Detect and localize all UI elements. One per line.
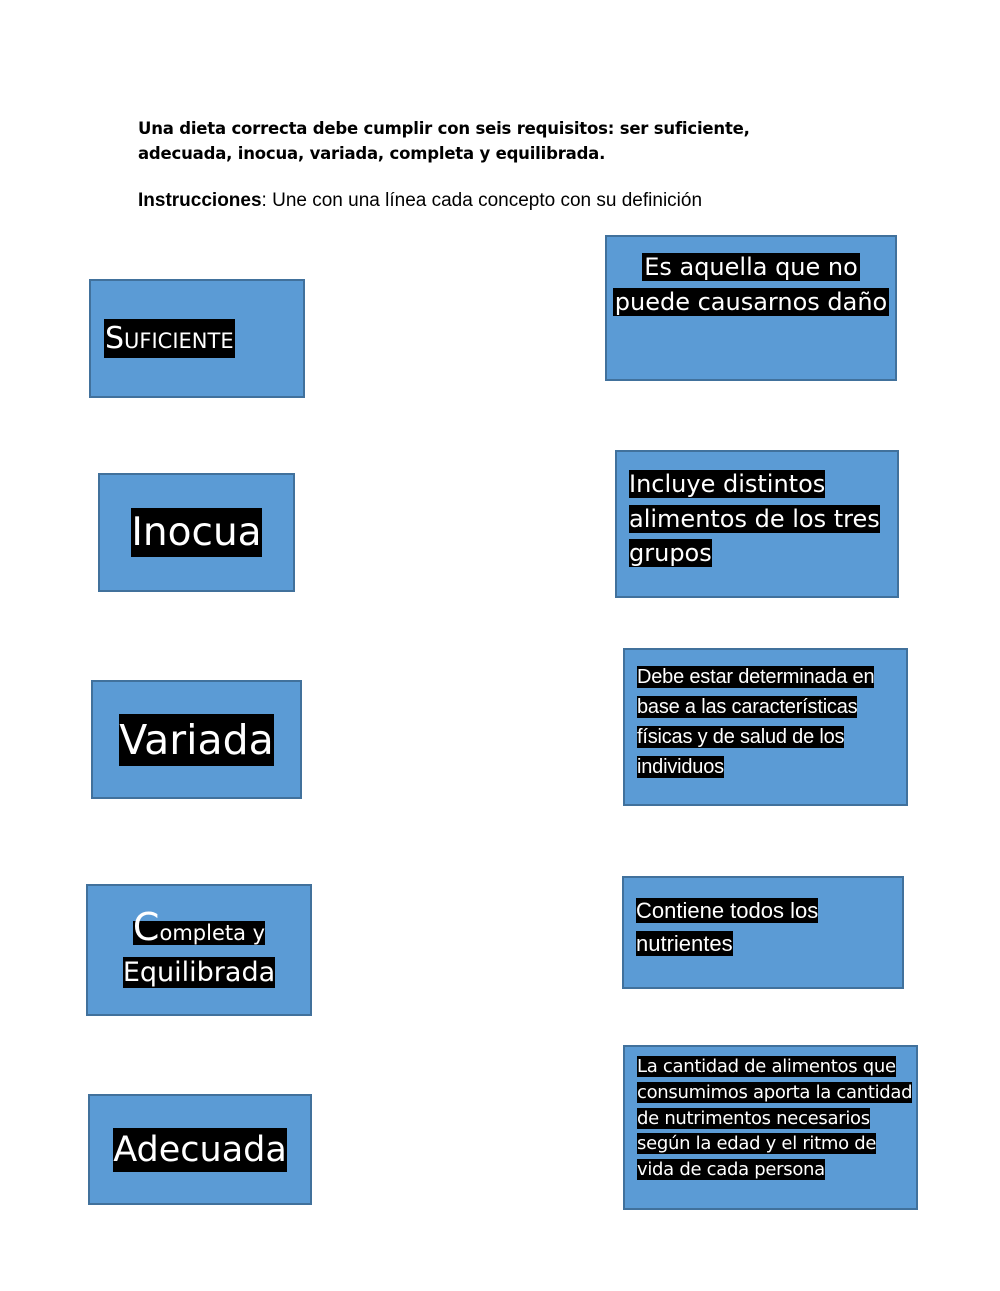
concept-label-completa-line [133,907,265,953]
concept-label-inocua: Inocua [131,510,262,555]
instructions [138,188,898,214]
concept-label-completa-initial: C [132,905,160,949]
concept-box-inocua[interactable] [98,473,295,592]
definition-text-suficiente: La cantidad de alimentos que consumimos aporta la cantidad de nutrimentos necesarios según la edad y el ritmo de vida de cada persona [637,1056,913,1181]
definition-text-inocua: Es aquella que no puede causarnos daño [614,253,888,316]
definition-text-completa: Contiene todos los nutrientes [636,898,819,956]
definition-box-completa[interactable] [622,876,904,989]
concept-label-adecuada: Adecuada [113,1129,287,1170]
concept-box-completa-equilibrada[interactable] [86,884,312,1016]
definition-text-adecuada: Debe estar determinada en base a las características físicas y de salud de los individuos [637,666,875,778]
concept-label-completa-rest: ompleta y [159,921,266,945]
intro-text [138,116,838,166]
concept-box-variada[interactable] [91,680,302,799]
concept-label-equilibrada: Equilibrada [122,957,276,988]
concept-label-equilibrada-line [123,953,275,993]
definition-box-suficiente[interactable] [623,1045,918,1210]
definition-box-variada[interactable] [615,450,899,598]
definition-text-variada: Incluye distintos alimentos de los tres grupos [629,470,880,567]
intro-bold: Una dieta correcta debe cumplir con seis requisitos: ser suficiente, adecuada, inocua, variada, completa y equilibrada [138,119,750,163]
instructions-label: Instrucciones [138,190,262,211]
intro-period: . [599,144,606,163]
instructions-text: : Une con una línea cada concepto con su definición [261,190,703,211]
concept-box-adecuada[interactable] [88,1094,312,1205]
concept-label-variada: Variada [119,715,274,764]
concept-box-suficiente[interactable] [89,279,305,398]
definition-box-inocua[interactable] [605,235,897,381]
definition-box-adecuada[interactable] [623,648,908,806]
concept-label-suficiente: Suficiente [105,321,234,356]
